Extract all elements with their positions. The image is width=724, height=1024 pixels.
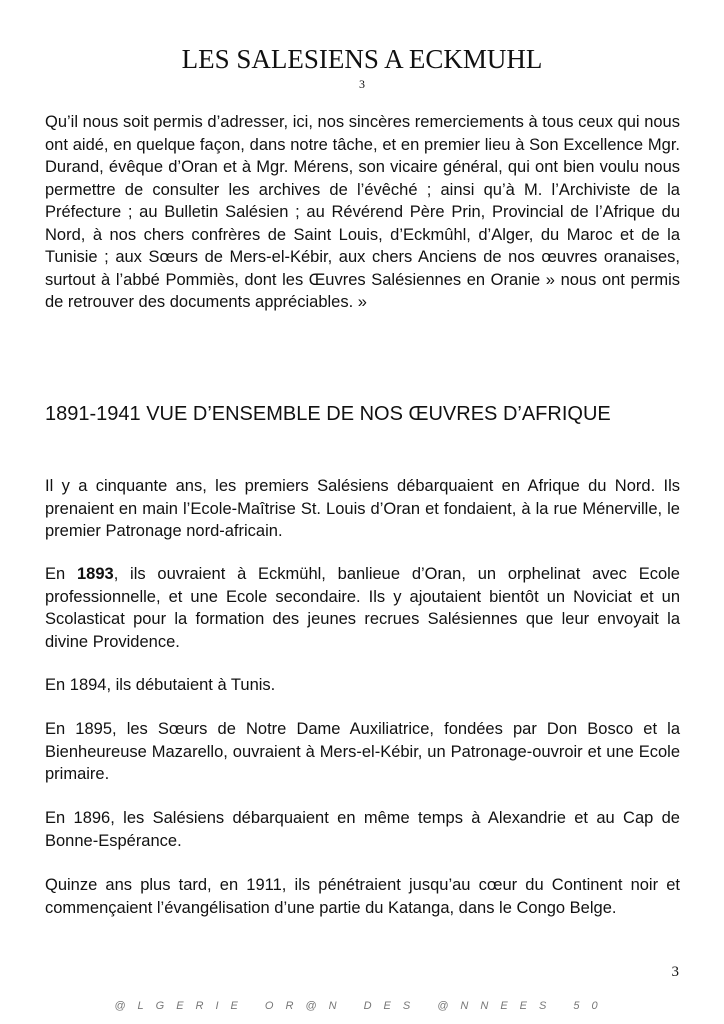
paragraph-2-prefix: En: [45, 565, 77, 583]
top-page-number: 3: [359, 77, 365, 91]
paragraph-2-year: 1893: [76, 565, 114, 583]
page-number: 3: [671, 964, 679, 980]
paragraph-6: Quinze ans plus tard, en 1911, ils pénétraient jusqu’au cœur du Continent noir et commençaient l’évangélisation d’une partie du Katanga, dans le Congo Belge.: [45, 876, 680, 917]
paragraph-3: En 1894, ils débutaient à Tunis.: [45, 676, 276, 694]
paragraph-2-rest: , ils ouvraient à Eckmühl, banlieue d’Oran, un orphelinat avec Ecole professionnelle, et une Ecole secondaire. Ils y ajoutaient bientôt un Noviciat et un Scolasticat pour la formation des jeunes recrues Salésiennes que leur envoyait la divine Providence.: [45, 565, 680, 651]
intro-paragraph: Qu’il nous soit permis d’adresser, ici, nos sincères remerciements à tous ceux qui nous ont aidé, en quelque façon, dans notre tâche, et en premier lieu à Son Excellence Mgr. Durand, évêque d’Oran et à Mgr. Mérens, son vicaire général, qui ont bien voulu nous permettre de consulter les archives de l’évêché ; ainsi qu’à M. l’Archiviste de la Préfecture ; au Bulletin Salésien ; au Révérend Père Prin, Provincial de l’Afrique du Nord, à nos chers confrères de Saint Louis, d’Eckmûhl, d’Alger, du Maroc et de la Tunisie ; aux Sœurs de Mers-el-Kébir, aux chers Anciens de nos œuvres oranaises, surtout à l’abbé Pommiès, dont les Œuvres Salésiennes en Oranie » nous ont permis de retrouver des documents appréciables. »: [45, 113, 680, 311]
paragraph-5: En 1896, les Salésiens débarquaient en même temps à Alexandrie et au Cap de Bonne-Espérance.: [45, 809, 680, 850]
paragraph-1: Il y a cinquante ans, les premiers Salésiens débarquaient en Afrique du Nord. Ils prenaient en main l’Ecole-Maîtrise St. Louis d’Oran et fondaient, à la rue Ménerville, le premier Patronage nord-africain.: [45, 477, 680, 540]
paragraph-2: [45, 563, 680, 653]
section-heading: 1891-1941 VUE D’ENSEMBLE DE NOS ŒUVRES D’AFRIQUE: [45, 403, 611, 425]
footer-text: @LGERIE OR@N DES @NNEES 50: [114, 1000, 610, 1012]
page-title: LES SALESIENS A ECKMUHL: [181, 44, 543, 74]
paragraph-4: En 1895, les Sœurs de Notre Dame Auxiliatrice, fondées par Don Bosco et la Bienheureuse Mazarello, ouvraient à Mers-el-Kébir, un Patronage-ouvroir et une Ecole primaire.: [45, 720, 680, 783]
